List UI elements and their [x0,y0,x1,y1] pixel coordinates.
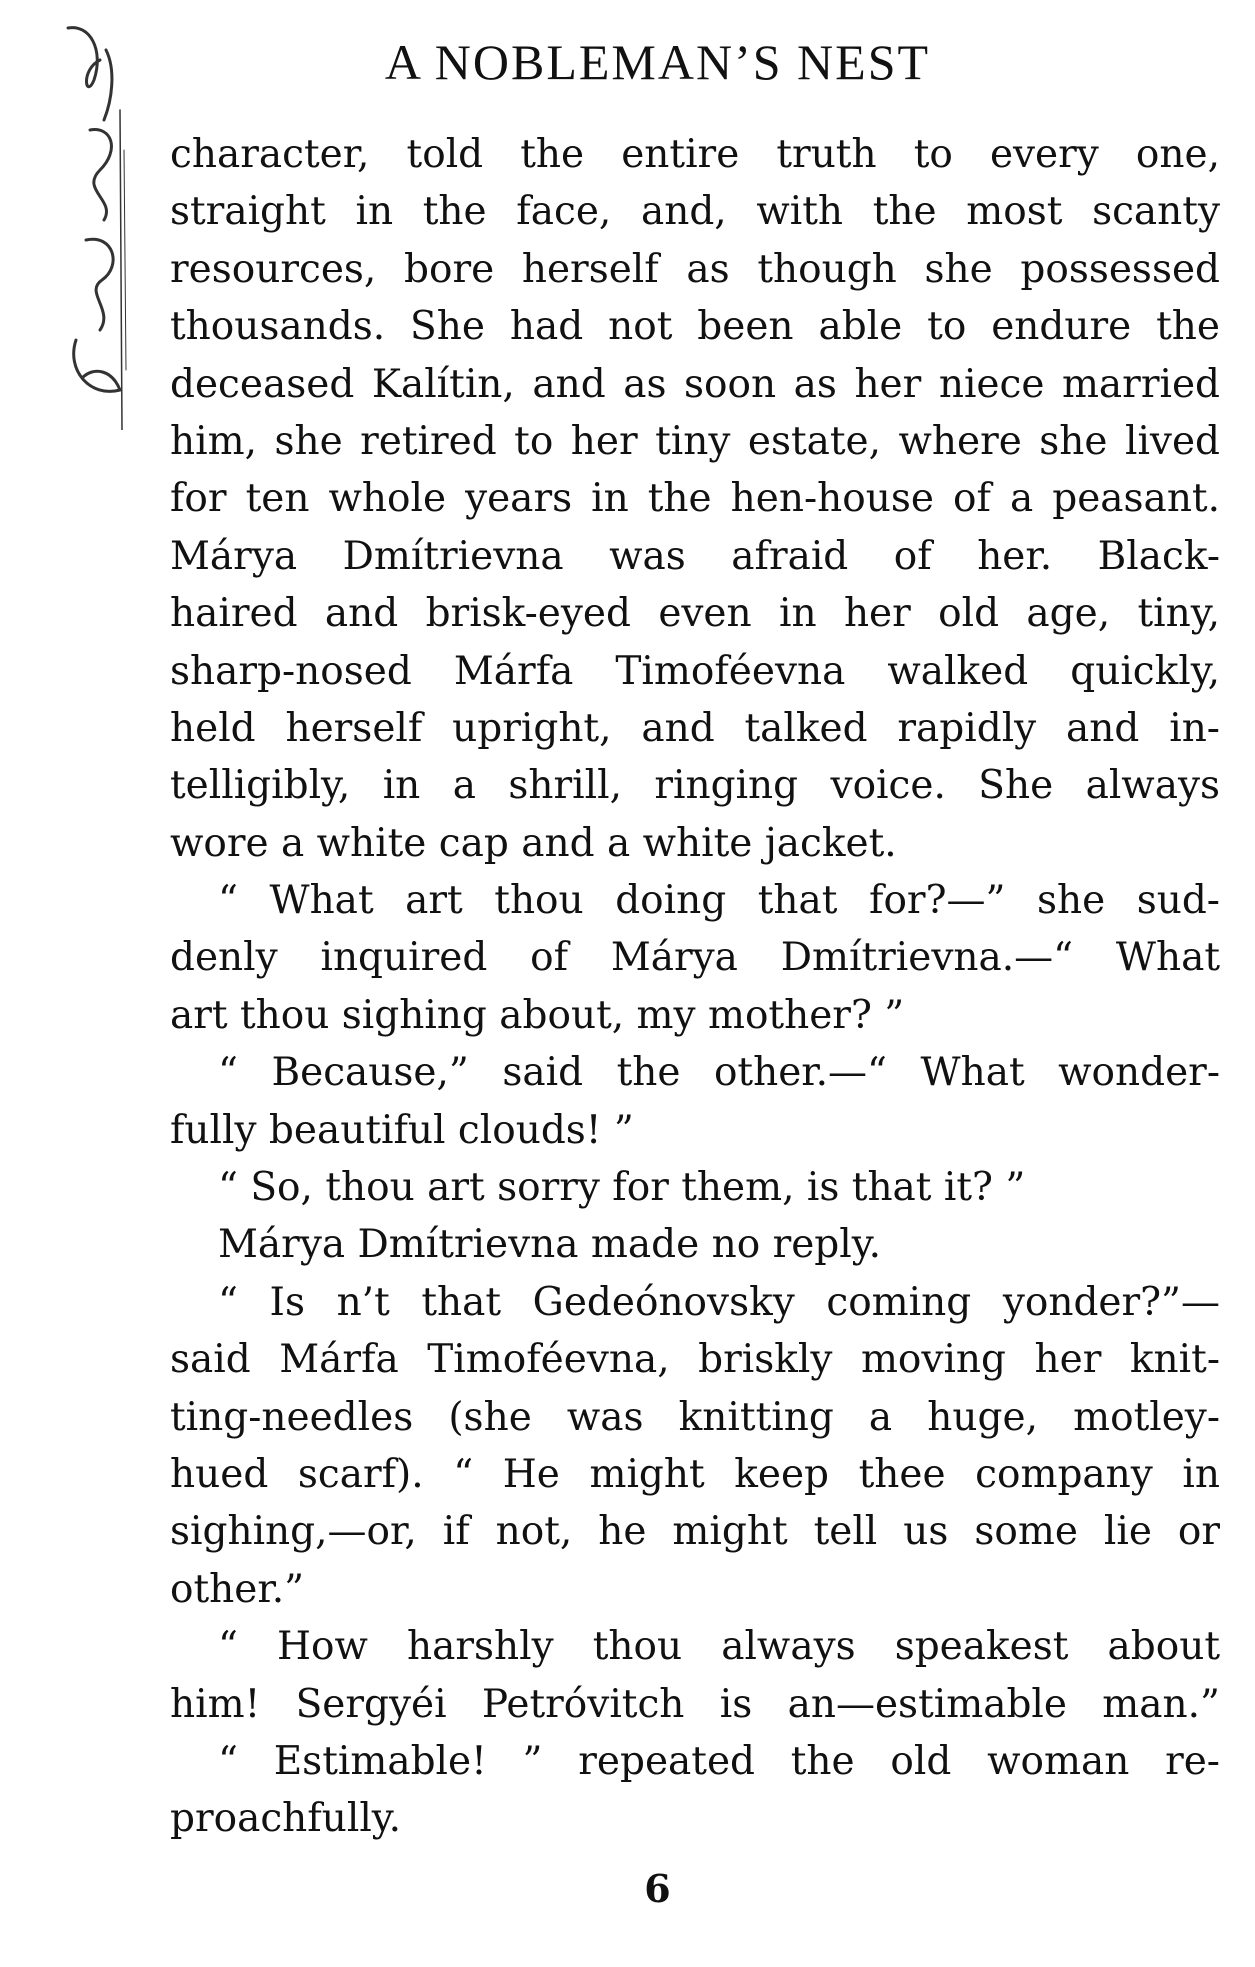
text-line: sharp-nosed Márfa Timoféevna walked quickly, [170,648,1220,694]
text-line: ting-needles (she was knitting a huge, motley- [170,1394,1220,1440]
text-line: deceased Kalítin, and as soon as her niece married [170,361,1220,407]
text-line: “ How harshly thou always speakest about [218,1624,1220,1670]
text-line: resources, bore herself as though she possessed [170,246,1220,292]
text-line: telligibly, in a shrill, ringing voice. She always [170,763,1220,809]
text-line: “ Estimable! ” repeated the old woman re- [218,1738,1220,1784]
text-line: denly inquired of Márya Dmítrievna.—“ What [170,935,1220,981]
text-line: “ Because,” said the other.—“ What wonder- [218,1050,1220,1096]
text-line: “ Is n’t that Gedeónovsky coming yonder?”— [218,1279,1220,1325]
text-line: for ten whole years in the hen-house of a peasant. [170,476,1220,522]
text-line: straight in the face, and, with the most scanty [170,189,1220,235]
text-line: proachfully. [170,1796,402,1842]
text-line: wore a white cap and a white jacket. [170,820,897,866]
text-line: him, she retired to her tiny estate, where she lived [170,418,1220,464]
text-line: held herself upright, and talked rapidly and in- [170,705,1220,751]
body-text [170,126,1220,1848]
text-line: other.” [170,1566,305,1612]
text-line: Márya Dmítrievna made no reply. [218,1222,881,1268]
text-line: him! Sergyéi Petróvitch is an—estimable man.” [170,1681,1220,1727]
text-line: said Márfa Timoféevna, briskly moving her knit- [170,1337,1220,1383]
text-line: character, told the entire truth to every one, [170,132,1220,177]
text-line: “ What art thou doing that for?—” she sud- [218,878,1220,924]
text-line: thousands. She had not been able to endure the [170,304,1220,350]
text-line: “ So, thou art sorry for them, is that it? ” [218,1165,1026,1211]
running-header: A NOBLEMAN’S NEST [384,34,931,90]
text-line: fully beautiful clouds! ” [170,1107,634,1153]
text-line: hued scarf). “ He might keep thee company in [170,1451,1220,1497]
page-number: 6 [644,1866,671,1911]
text-line: art thou sighing about, my mother? ” [170,992,905,1038]
text-line: sighing,—or, if not, he might tell us some lie or [170,1509,1220,1555]
text-line: Márya Dmítrievna was afraid of her. Black- [170,533,1220,579]
text-line: haired and brisk-eyed even in her old age, tiny, [170,591,1220,637]
